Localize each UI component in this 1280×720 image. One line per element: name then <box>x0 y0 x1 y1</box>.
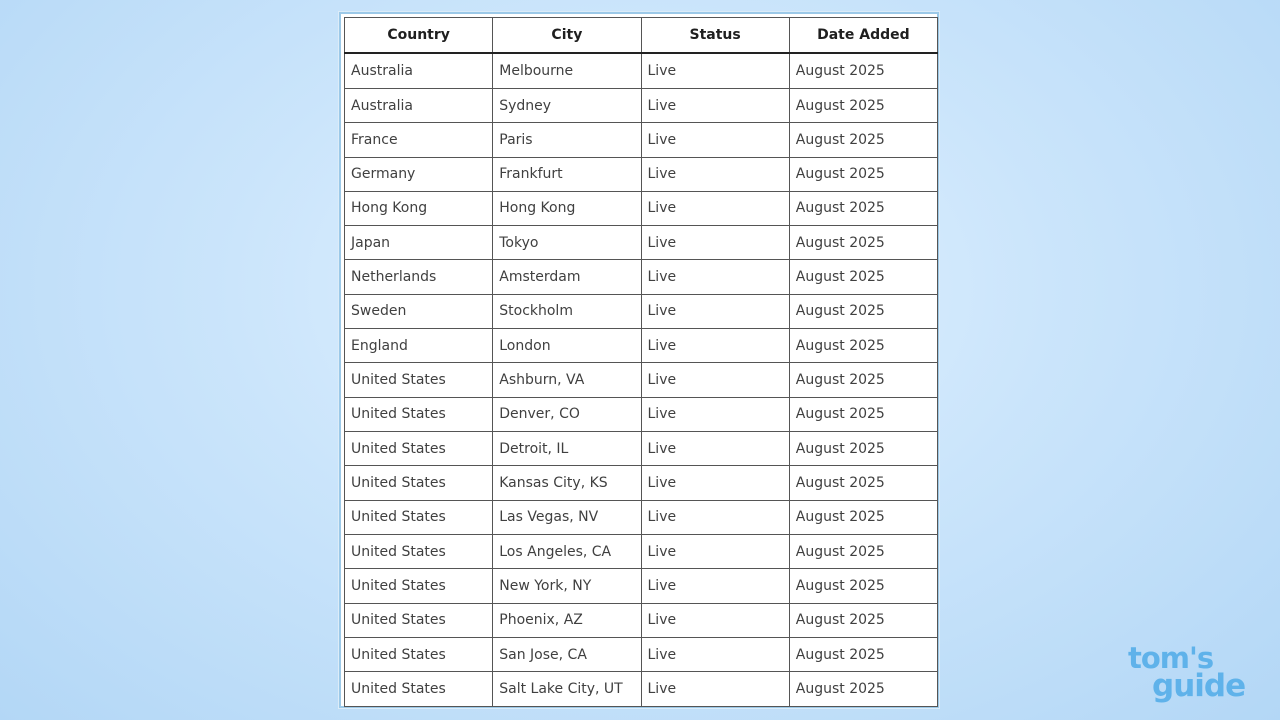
table-row <box>345 363 938 397</box>
cell-date-added: August 2025 <box>789 191 937 225</box>
table-row <box>345 88 938 122</box>
table-row <box>345 191 938 225</box>
cell-status: Live <box>641 638 789 672</box>
table-row <box>345 500 938 534</box>
table-row <box>345 226 938 260</box>
cell-country: United States <box>345 397 493 431</box>
table-row <box>345 535 938 569</box>
table-body <box>345 53 938 707</box>
cell-status: Live <box>641 500 789 534</box>
cell-city: Paris <box>493 123 641 157</box>
table-row <box>345 157 938 191</box>
cell-city: Los Angeles, CA <box>493 535 641 569</box>
cell-status: Live <box>641 672 789 707</box>
cell-country: United States <box>345 603 493 637</box>
cell-country: United States <box>345 432 493 466</box>
cell-city: Kansas City, KS <box>493 466 641 500</box>
cell-status: Live <box>641 397 789 431</box>
cell-city: Hong Kong <box>493 191 641 225</box>
cell-status: Live <box>641 466 789 500</box>
cell-status: Live <box>641 329 789 363</box>
table-row <box>345 397 938 431</box>
cell-country: United States <box>345 535 493 569</box>
table-header <box>345 18 938 54</box>
cell-city: Las Vegas, NV <box>493 500 641 534</box>
cell-status: Live <box>641 191 789 225</box>
cell-country: Australia <box>345 88 493 122</box>
cell-date-added: August 2025 <box>789 88 937 122</box>
cell-status: Live <box>641 294 789 328</box>
cell-date-added: August 2025 <box>789 226 937 260</box>
cell-city: Tokyo <box>493 226 641 260</box>
cell-country: Sweden <box>345 294 493 328</box>
cell-status: Live <box>641 569 789 603</box>
cell-date-added: August 2025 <box>789 260 937 294</box>
table-row <box>345 603 938 637</box>
cell-city: Frankfurt <box>493 157 641 191</box>
logo-line-1: tom's <box>1128 641 1214 675</box>
server-locations-table <box>344 17 938 707</box>
cell-date-added: August 2025 <box>789 569 937 603</box>
cell-status: Live <box>641 363 789 397</box>
cell-status: Live <box>641 157 789 191</box>
cell-city: Salt Lake City, UT <box>493 672 641 707</box>
table-row <box>345 569 938 603</box>
table-frame <box>339 12 939 708</box>
cell-date-added: August 2025 <box>789 53 937 88</box>
cell-date-added: August 2025 <box>789 329 937 363</box>
cell-country: Japan <box>345 226 493 260</box>
column-header-country: Country <box>345 18 493 54</box>
cell-city: London <box>493 329 641 363</box>
cell-date-added: August 2025 <box>789 157 937 191</box>
cell-date-added: August 2025 <box>789 672 937 707</box>
cell-country: United States <box>345 569 493 603</box>
table-row <box>345 294 938 328</box>
cell-date-added: August 2025 <box>789 500 937 534</box>
cell-date-added: August 2025 <box>789 638 937 672</box>
table-row <box>345 329 938 363</box>
cell-country: United States <box>345 672 493 707</box>
cell-country: England <box>345 329 493 363</box>
cell-status: Live <box>641 88 789 122</box>
table-row <box>345 672 938 707</box>
cell-date-added: August 2025 <box>789 363 937 397</box>
cell-date-added: August 2025 <box>789 432 937 466</box>
cell-date-added: August 2025 <box>789 535 937 569</box>
cell-city: San Jose, CA <box>493 638 641 672</box>
cell-city: Melbourne <box>493 53 641 88</box>
cell-country: Germany <box>345 157 493 191</box>
cell-country: Australia <box>345 53 493 88</box>
cell-city: Detroit, IL <box>493 432 641 466</box>
header-row <box>345 18 938 54</box>
cell-country: United States <box>345 466 493 500</box>
cell-city: Sydney <box>493 88 641 122</box>
cell-country: Netherlands <box>345 260 493 294</box>
cell-city: New York, NY <box>493 569 641 603</box>
cell-status: Live <box>641 260 789 294</box>
cell-status: Live <box>641 432 789 466</box>
cell-date-added: August 2025 <box>789 123 937 157</box>
cell-date-added: August 2025 <box>789 466 937 500</box>
column-header-status: Status <box>641 18 789 54</box>
logo-line-2: guide <box>1152 668 1246 704</box>
table-row <box>345 466 938 500</box>
cell-city: Ashburn, VA <box>493 363 641 397</box>
cell-status: Live <box>641 226 789 260</box>
table-row <box>345 53 938 88</box>
cell-city: Amsterdam <box>493 260 641 294</box>
cell-country: United States <box>345 500 493 534</box>
column-header-city: City <box>493 18 641 54</box>
cell-country: France <box>345 123 493 157</box>
cell-country: United States <box>345 363 493 397</box>
cell-country: United States <box>345 638 493 672</box>
column-header-date-added: Date Added <box>789 18 937 54</box>
table-row <box>345 432 938 466</box>
table-row <box>345 638 938 672</box>
cell-city: Phoenix, AZ <box>493 603 641 637</box>
cell-status: Live <box>641 53 789 88</box>
cell-status: Live <box>641 535 789 569</box>
toms-guide-logo <box>1124 641 1258 706</box>
cell-date-added: August 2025 <box>789 603 937 637</box>
cell-country: Hong Kong <box>345 191 493 225</box>
cell-date-added: August 2025 <box>789 397 937 431</box>
cell-date-added: August 2025 <box>789 294 937 328</box>
cell-status: Live <box>641 123 789 157</box>
cell-status: Live <box>641 603 789 637</box>
table-row <box>345 123 938 157</box>
cell-city: Denver, CO <box>493 397 641 431</box>
table-row <box>345 260 938 294</box>
cell-city: Stockholm <box>493 294 641 328</box>
